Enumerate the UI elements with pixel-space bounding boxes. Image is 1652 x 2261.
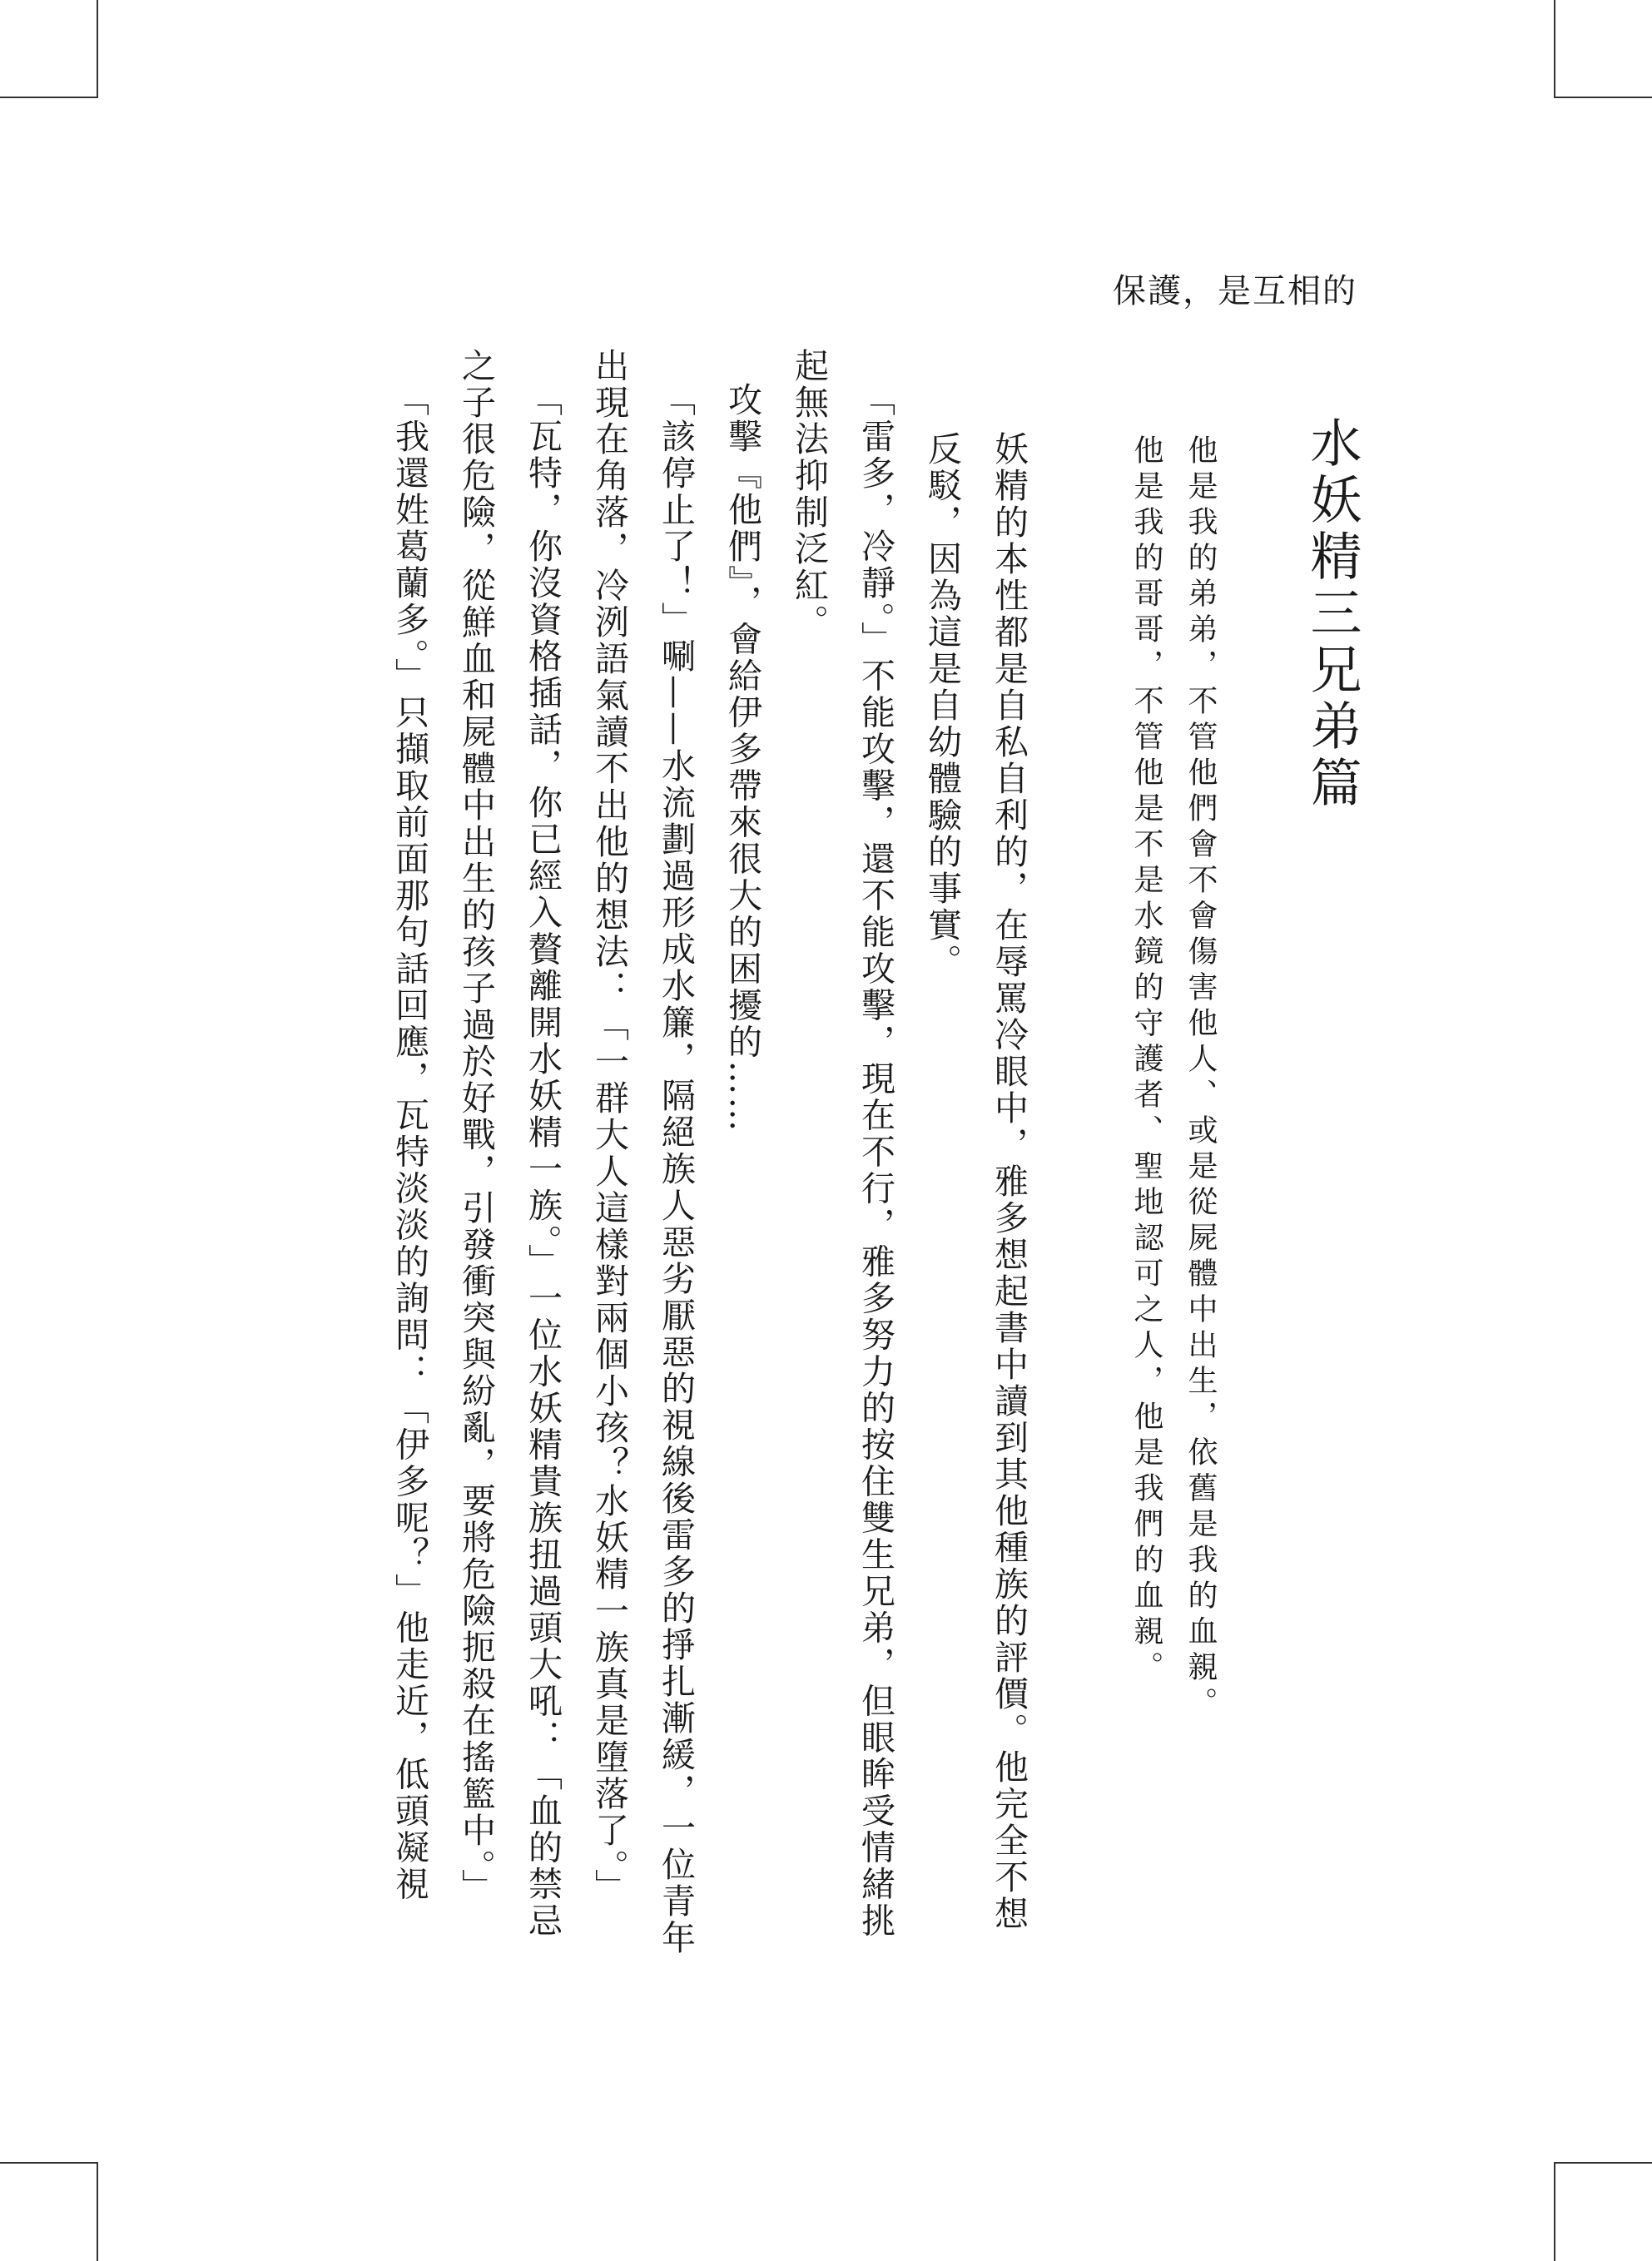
epigraph-line: 他是我的弟弟，不管他們會不會傷害他人、或是從屍體中出生，依舊是我的血親。 bbox=[1183, 434, 1218, 1723]
epigraph bbox=[1119, 434, 1228, 1766]
paragraph: 「該停止了！」唰——水流劃過形成水簾，隔絕族人惡劣厭惡的視線後雷多的掙扎漸緩，一位青年出現在角落，冷洌語氣讀不出他的想法：「一群大人這樣對兩個小孩？水妖精一族真是墮落了。」 bbox=[589, 348, 696, 1956]
crop-mark-top-right-h bbox=[1554, 97, 1652, 98]
crop-mark-bottom-right-v bbox=[1554, 2162, 1555, 2261]
crop-mark-bottom-right-h bbox=[1554, 2162, 1652, 2164]
crop-mark-bottom-left-v bbox=[97, 2162, 98, 2261]
chapter-title: 水妖精三兄弟篇 bbox=[1302, 416, 1362, 812]
epigraph-line: 他是我的哥哥，不管他是不是水鏡的守護者、聖地認可之人，他是我們的血親。 bbox=[1129, 434, 1163, 1687]
running-head: 保護，是互相的 bbox=[1113, 272, 1357, 310]
paragraph: 妖精的本性都是自私自利的，在辱罵冷眼中，雅多想起書中讀到其他種族的評價。他完全不想反駁，因為這是自幼體驗的事實。 bbox=[922, 431, 1029, 1932]
crop-mark-top-right-v bbox=[1554, 0, 1555, 98]
paragraph: 「我還姓葛蘭多。」只擷取前面那句話回應，瓦特淡淡的詢問：「伊多呢？」他走近，低頭凝視 bbox=[389, 382, 429, 1903]
paragraph: 「瓦特，你沒資格插話，你已經入贅離開水妖精一族。」一位水妖精貴族扭過頭大吼：「血的禁忌之子很危險，從鮮血和屍體中出生的孩子過於好戰，引發衝突與紛亂，要將危險扼殺在搖籃中。」 bbox=[456, 348, 563, 1940]
crop-mark-top-left-v bbox=[97, 0, 98, 98]
paragraph: 「雷多，冷靜。」不能攻擊，還不能攻擊，現在不行，雅多努力的按住雙生兄弟，但眼眸受情緒挑起無法抑制泛紅。 bbox=[789, 348, 895, 1940]
paragraph: 攻擊『他們』，會給伊多帶來很大的困擾的…… bbox=[722, 382, 762, 1134]
crop-mark-top-left-h bbox=[0, 97, 98, 98]
body-text bbox=[376, 348, 1042, 1962]
crop-mark-bottom-left-h bbox=[0, 2162, 98, 2164]
